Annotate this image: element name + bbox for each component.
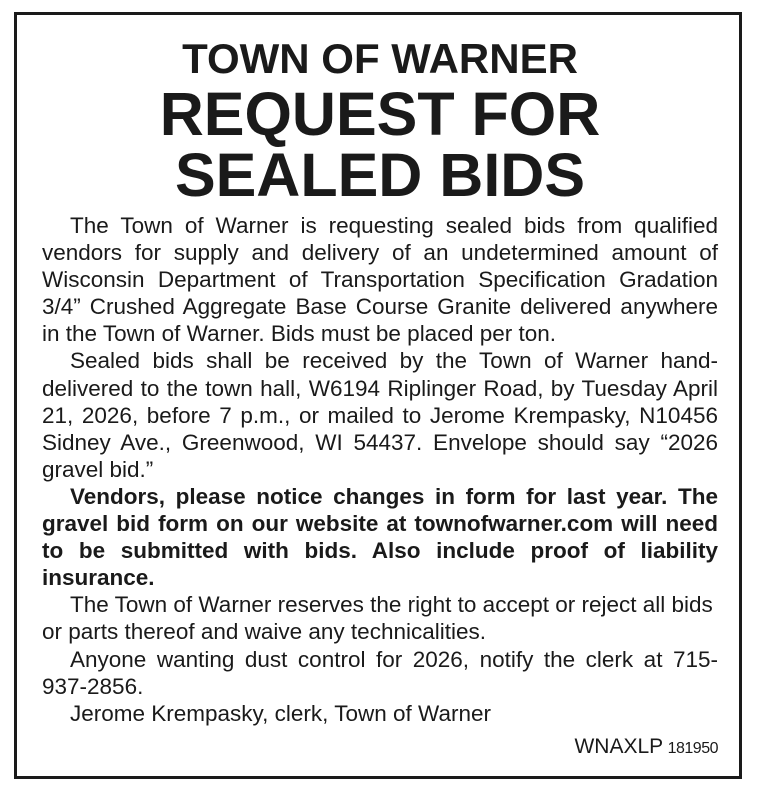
clerk-signature: Jerome Krempasky, clerk, Town of Warner (70, 700, 491, 726)
ad-code-number: 181950 (667, 740, 718, 757)
town-heading: TOWN OF WARNER (182, 35, 578, 82)
notice-body (42, 212, 718, 727)
paragraph-form-notice: Vendors, please notice changes in form for last year. The gravel bid form on our website at townofwarner.com will need to be submitted with bids. Also include proof of liability insurance. (42, 483, 718, 591)
paragraph-dust-control: Anyone wanting dust control for 2026, notify the clerk at 715-937-2856. (42, 646, 718, 699)
ad-code (574, 736, 718, 757)
paragraph-bid-request: The Town of Warner is requesting sealed bids from qualified vendors for supply and delivery of an undetermined amount of Wisconsin Department of Transportation Specification Gradation 3/4” Crushed Aggregate Base Course Granite delivered anywhere in the Town of Warner. Bids must be placed per ton. (42, 213, 718, 347)
paragraph-submission: Sealed bids shall be received by the Town of Warner hand-delivered to the town hall, W6194 Riplinger Road, by Tuesday April 21, 2026, before 7 p.m., or mailed to Jerome Krempasky, N10456 Sidney Ave., Greenwood, WI 54437. Envelope should say “2026 gravel bid.” (42, 348, 718, 482)
paragraph-reservation: The Town of Warner reserves the right to accept or reject all bids or parts thereof and waive any technicalities. (42, 592, 713, 645)
title-line-2: SEALED BIDS (174, 141, 586, 209)
ad-code-prefix: WNAXLP (574, 735, 664, 758)
title-line-1: REQUEST FOR (159, 80, 601, 148)
